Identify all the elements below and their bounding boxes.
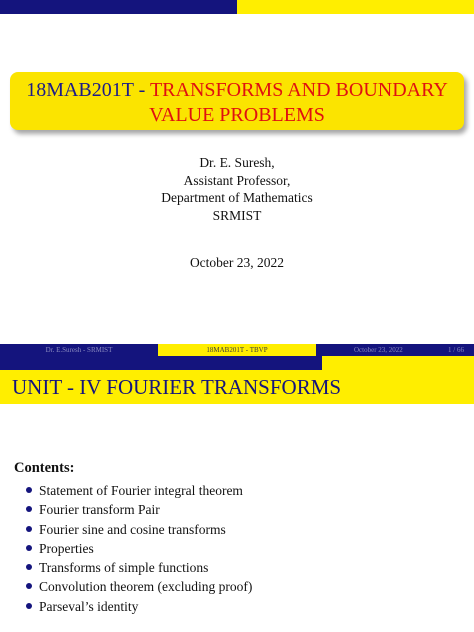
list-item-text: Convolution theorem (excluding proof) [39,579,253,595]
list-item [24,558,252,577]
contents-title: Contents: [14,460,75,476]
author-name: Dr. E. Suresh, [199,155,275,170]
list-item-text: Fourier transform Pair [39,502,160,518]
author-department: Department of Mathematics [161,190,313,205]
list-item [24,597,252,616]
footer-date: October 23, 2022 [354,346,403,354]
list-item-text: Properties [39,540,94,556]
footer-course: 18MAB201T - TBVP [158,344,316,356]
author-institution: SRMIST [212,207,262,223]
presentation-date: October 23, 2022 [189,255,285,270]
bullet-icon [26,526,32,532]
list-item [24,577,252,596]
course-title-line1: TRANSFORMS AND BOUNDARY [149,79,448,101]
author-position: Assistant Professor, [183,172,291,188]
footer-bar [0,344,474,356]
list-item-text: Parseval’s identity [39,598,139,614]
bullet-icon [26,603,32,609]
bullet-icon [26,583,32,589]
list-item [24,500,252,519]
list-item [24,481,252,500]
course-code: 18MAB201T - [26,79,150,101]
contents-list [24,481,252,616]
page-number: 1 / 66 [448,346,464,354]
bullet-icon [26,487,32,493]
title-box [10,72,464,130]
course-title-line2: VALUE PROBLEMS [149,104,325,126]
header-band-navy [0,0,237,14]
author-block [0,154,474,224]
list-item-text: Fourier sine and cosine transforms [39,521,226,537]
bullet-icon [26,506,32,512]
slide2-header-band [0,356,474,370]
footer-author: Dr. E.Suresh - SRMIST [0,344,158,356]
list-item-text: Statement of Fourier integral theorem [39,483,243,498]
bullet-icon [26,564,32,570]
footer-right [316,344,474,356]
header-band-yellow [237,0,474,14]
list-item [24,539,252,558]
list-item-text: Transforms of simple functions [39,560,209,576]
list-item [24,520,252,539]
unit-heading: UNIT - IV FOURIER TRANSFORMS [0,370,474,404]
header-band [0,0,474,14]
slide2-band-yellow [322,356,474,370]
slide2-band-navy [0,356,322,370]
bullet-icon [26,545,32,551]
